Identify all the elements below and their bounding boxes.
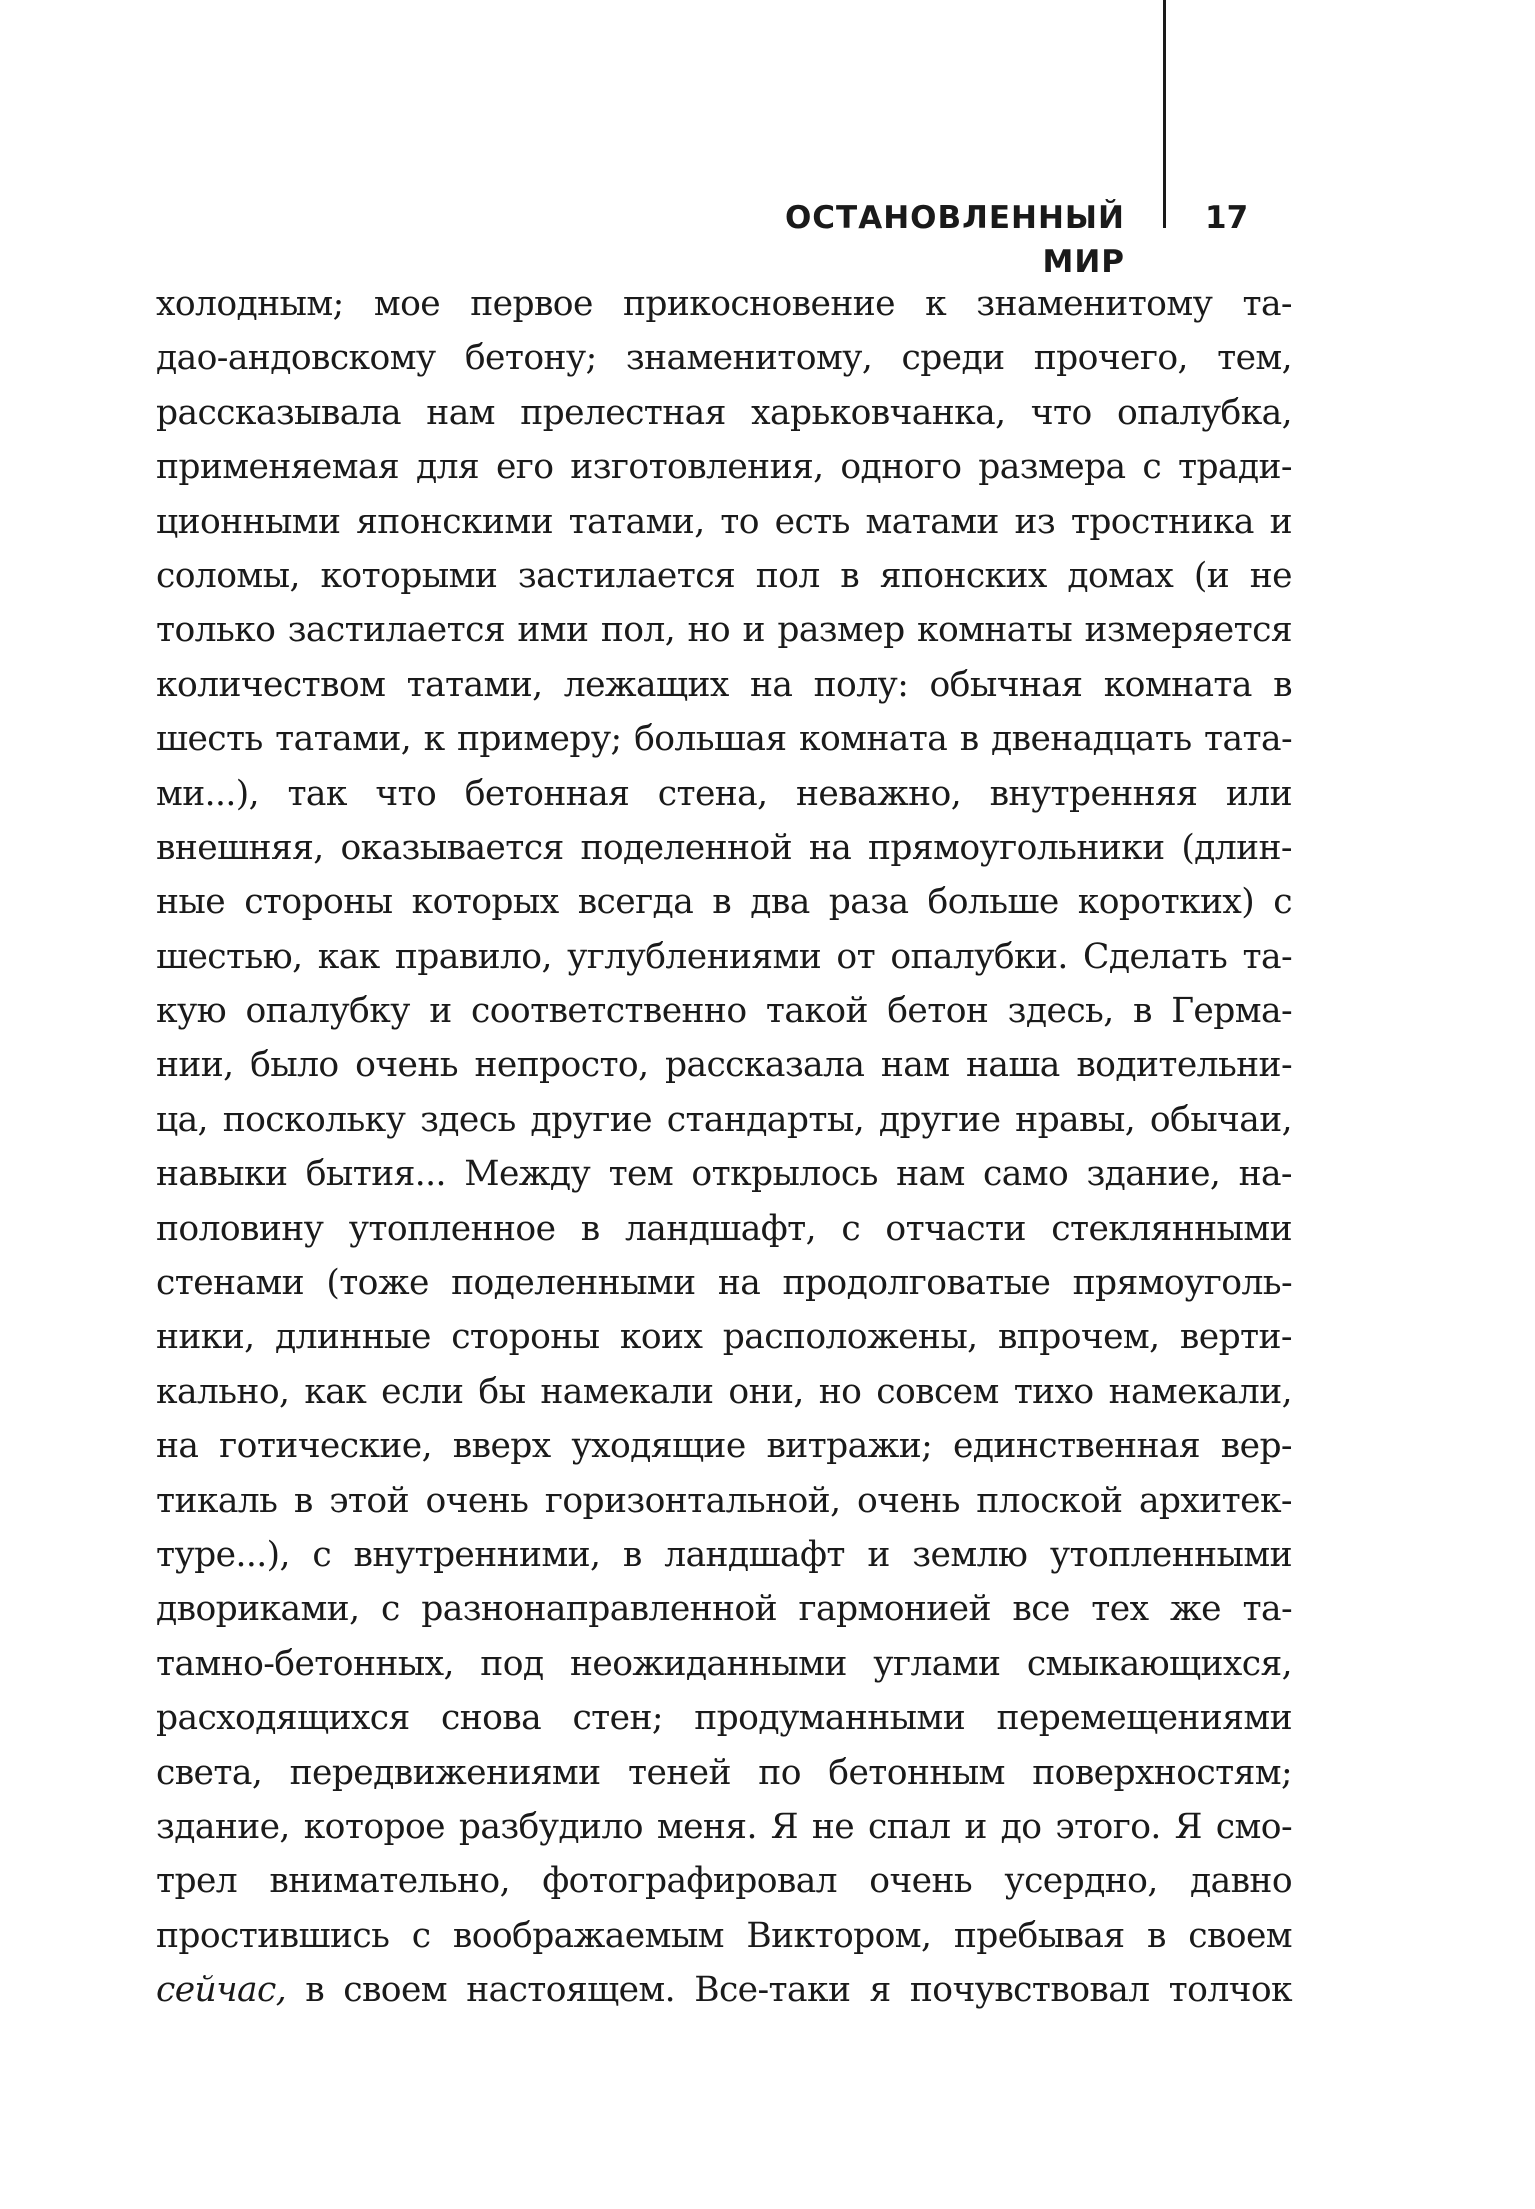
text-line: применяемая для его изготовления, одного размера с тради- <box>156 447 1292 488</box>
text-line: кально, как если бы намекали они, но совсем тихо намекали, <box>156 1371 1292 1412</box>
text-line: холодным; мое первое прикосновение к знаменитому та- <box>156 284 1292 324</box>
text-line: расходящихся снова стен; продуманными перемещениями <box>156 1698 1292 1739</box>
final-line-rest: в своем настоящем. Все-таки я почувствовал толчок <box>286 1970 1292 2011</box>
text-line: здание, которое разбудило меня. Я не спал и до этого. Я смо- <box>156 1806 1292 1847</box>
text-line: туре...), с внутренними, в ландшафт и землю утопленными <box>156 1534 1292 1575</box>
text-line: половину утопленное в ландшафт, с отчасти стеклянными <box>156 1208 1292 1249</box>
text-line: внешняя, оказывается поделенной на прямоугольники (длин- <box>156 827 1292 868</box>
text-line: ца, поскольку здесь другие стандарты, другие нравы, обычаи, <box>156 1099 1292 1140</box>
text-line: соломы, которыми застилается пол в японских домах (и не <box>156 555 1292 596</box>
text-line: количеством татами, лежащих на полу: обычная комната в <box>156 664 1292 705</box>
text-line: трел внимательно, фотографировал очень усердно, давно <box>156 1861 1292 1902</box>
text-line: простившись с воображаемым Виктором, пребывая в своем <box>156 1915 1292 1956</box>
text-line: ционными японскими татами, то есть матами из тростника и <box>156 501 1292 542</box>
italic-word: сейчас, <box>156 1970 287 2011</box>
text-line: на готические, вверх уходящие витражи; единственная вер- <box>156 1426 1292 1467</box>
text-line: ми...), так что бетонная стена, неважно, внутренняя или <box>156 773 1292 814</box>
text-line: двориками, с разнонаправленной гармонией все тех же та- <box>156 1589 1292 1630</box>
text-line: шестью, как правило, углублениями от опалубки. Сделать та- <box>156 936 1292 977</box>
text-line: нии, было очень непросто, рассказала нам наша водительни- <box>156 1045 1292 1086</box>
text-line: шесть татами, к примеру; большая комната в двенадцать тата- <box>156 719 1292 760</box>
text-line: света, передвижениями теней по бетонным поверхностям; <box>156 1752 1292 1793</box>
body-text <box>156 277 1292 2018</box>
text-line: только застилается ими пол, но и размер комнаты измеряется <box>156 610 1292 651</box>
text-line: дао-андовскому бетону; знаменитому, среди прочего, тем, <box>156 338 1292 379</box>
page-number: 17 <box>1205 200 1249 236</box>
text-line: навыки бытия... Между тем открылось нам само здание, на- <box>156 1154 1292 1195</box>
text-line-final <box>156 1963 1292 2017</box>
text-line: рассказывала нам прелестная харьковчанка, что опалубка, <box>156 392 1292 433</box>
header-vertical-rule <box>1163 0 1166 228</box>
text-line: тикаль в этой очень горизонтальной, очень плоской архитек- <box>156 1480 1292 1521</box>
running-title: ОСТАНОВЛЕННЫЙ МИР <box>784 200 1125 280</box>
text-line: ники, длинные стороны коих расположены, впрочем, верти- <box>156 1317 1292 1358</box>
text-line: ные стороны которых всегда в два раза больше коротких) с <box>156 882 1292 923</box>
text-line: кую опалубку и соответственно такой бетон здесь, в Герма- <box>156 991 1292 1032</box>
text-line: стенами (тоже поделенными на продолговатые прямоуголь- <box>156 1263 1292 1304</box>
text-line: тамно-бетонных, под неожиданными углами смыкающихся, <box>156 1643 1292 1684</box>
